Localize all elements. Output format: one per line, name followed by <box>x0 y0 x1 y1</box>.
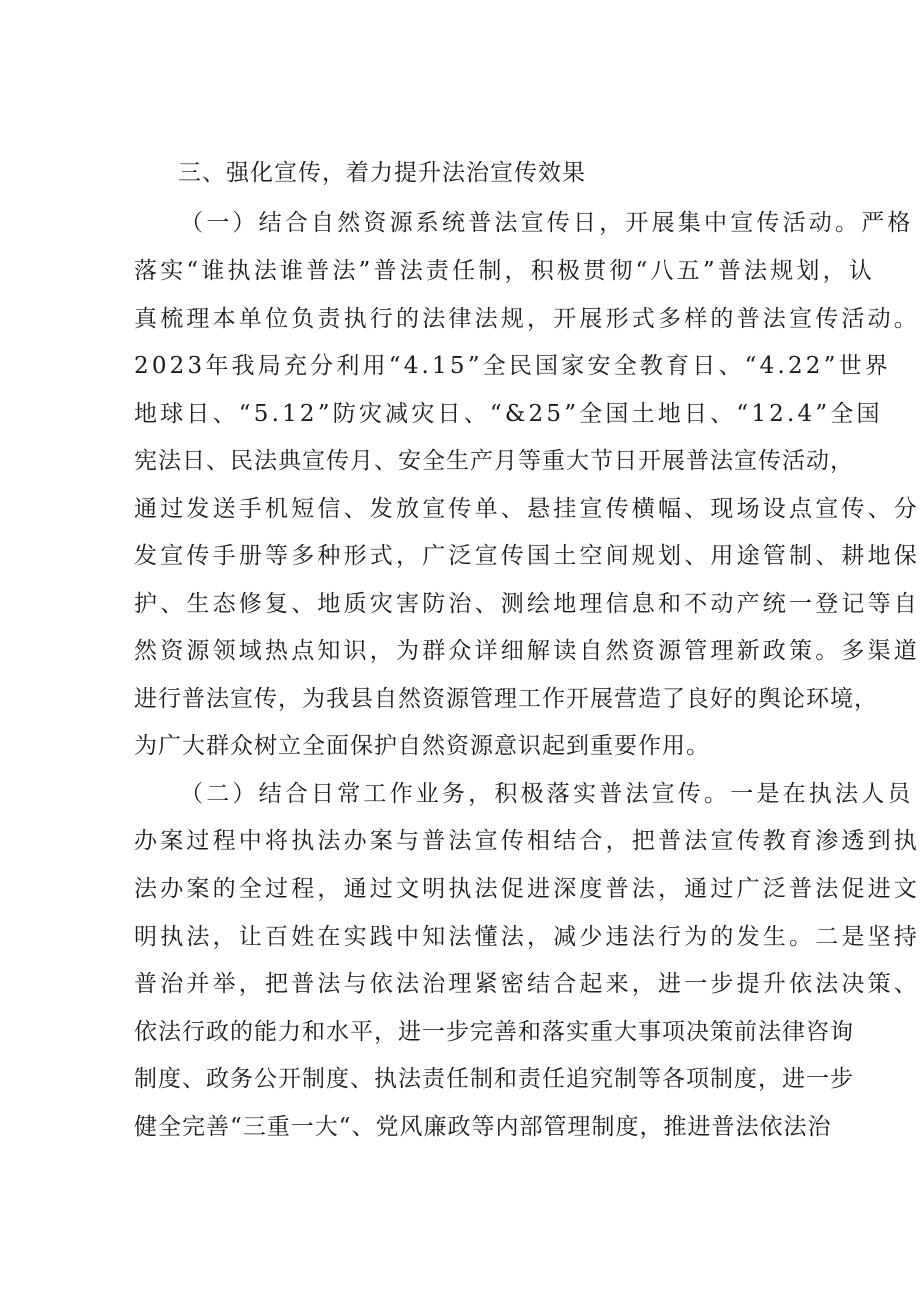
paragraph-2-line-2: 办案过程中将执法办案与普法宣传相结合，把普法宣传教育渗透到执 <box>134 828 920 854</box>
paragraph-2-line-4: 明执法，让百姓在实践中知法懂法，减少违法行为的发生。二是坚持 <box>134 924 920 950</box>
paragraph-1-line-10: 然资源领域热点知识，为群众详细解读自然资源管理新政策。多渠道 <box>134 638 920 664</box>
paragraph-1-line-7: 通过发送手机短信、发放宣传单、悬挂宣传横幅、现场设点宣传、分 <box>134 496 920 522</box>
section-heading: 三、强化宣传，着力提升法治宣传效果 <box>178 160 586 186</box>
paragraph-2-line-7: 制度、政务公开制度、执法责任制和责任追究制等各项制度，进一步 <box>134 1066 854 1092</box>
paragraph-1-line-8: 发宣传手册等多种形式，广泛宣传国土空间规划、用途管制、耕地保 <box>134 543 920 569</box>
paragraph-2-line-6: 依法行政的能力和水平，进一步完善和落实重大事项决策前法律咨询 <box>134 1019 854 1045</box>
paragraph-1-line-1: （一）结合自然资源系统普法宣传日，开展集中宣传活动。严格 <box>180 210 914 236</box>
paragraph-2-line-8: 健全完善“三重一大“、党风廉政等内部管理制度，推进普法依法治 <box>134 1114 832 1140</box>
paragraph-1-line-4: 2023年我局充分利用“4.15”全民国家安全教育日、“4.22”世界 <box>134 353 891 379</box>
paragraph-1-line-3: 真梳理本单位负责执行的法律法规，开展形式多样的普法宣传活动。 <box>134 306 920 332</box>
paragraph-2-line-5: 普治并举，把普法与依法治理紧密结合起来，进一步提升依法决策、 <box>134 971 920 997</box>
paragraph-1-line-2: 落实“谁执法谁普法”普法责任制，积极贯彻“八五”普法规划，认 <box>134 258 876 284</box>
paragraph-2-line-3: 法办案的全过程，通过文明执法促进深度普法，通过广泛普法促进文 <box>134 876 920 902</box>
paragraph-1-line-5: 地球日、“5.12”防灾减灾日、“&25”全国土地日、“12.4”全国 <box>134 401 883 427</box>
paragraph-1-line-6: 宪法日、民法典宣传月、安全生产月等重大节日开展普法宣传活动， <box>134 448 854 474</box>
paragraph-2-line-1: （二）结合日常工作业务，积极落实普法宣传。一是在执法人员 <box>180 781 914 807</box>
paragraph-1-line-9: 护、生态修复、地质灾害防治、测绘地理信息和不动产统一登记等自 <box>134 591 920 617</box>
paragraph-1-line-11: 进行普法宣传，为我县自然资源管理工作开展营造了良好的舆论环境， <box>134 686 878 712</box>
paragraph-1-line-12: 为广大群众树立全面保护自然资源意识起到重要作用。 <box>134 733 710 759</box>
